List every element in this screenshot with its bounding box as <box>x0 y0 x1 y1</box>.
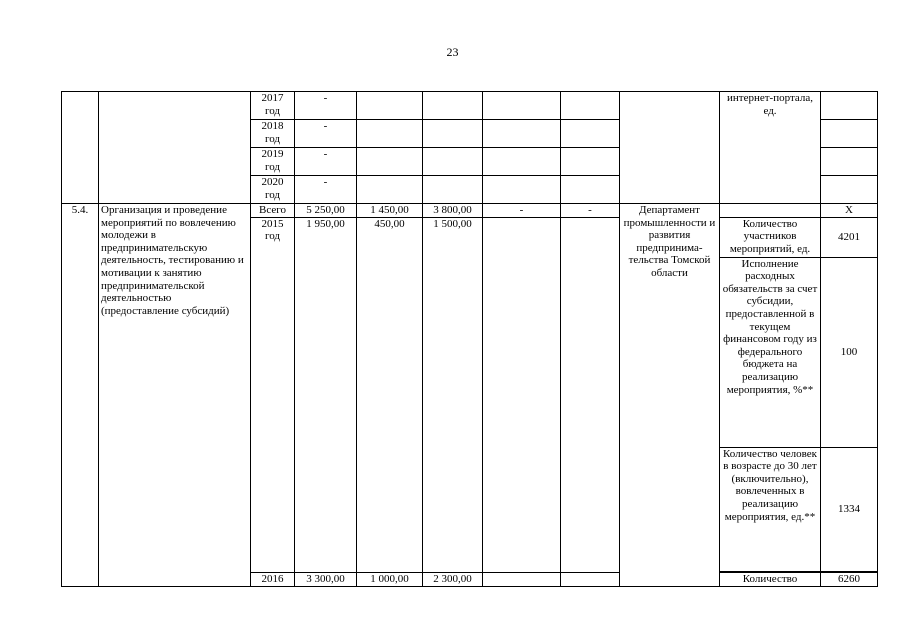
other-cell <box>561 92 620 120</box>
page-number: 23 <box>446 45 459 59</box>
federal-cell <box>357 176 423 204</box>
sum-cell: 3 300,00 <box>295 572 357 586</box>
sum-cell: - <box>295 120 357 148</box>
regional-cell: 3 800,00 <box>423 204 483 218</box>
indicator-cell <box>720 204 821 218</box>
other-cell: - <box>561 204 620 218</box>
other-cell <box>561 120 620 148</box>
department-cell-empty <box>620 92 720 204</box>
year-cell: Всего <box>251 204 295 218</box>
year-cell: 2017 год <box>251 92 295 120</box>
indicator-cell: интернет-портала, ед. <box>720 92 821 204</box>
year-cell: 2018 год <box>251 120 295 148</box>
regional-cell <box>423 120 483 148</box>
regional-cell: 1 500,00 <box>423 217 483 572</box>
local-cell <box>483 120 561 148</box>
value-cell: 4201 <box>821 217 878 257</box>
federal-cell <box>357 92 423 120</box>
value-cell: 6260 <box>821 572 878 586</box>
indicator-cell: Количество участников мероприятий, ед. <box>720 217 821 257</box>
indicator-cell: Количество человек в возрасте до 30 лет (включительно), вовлеченных в реализацию мероприятия, ед.** <box>720 447 821 572</box>
federal-cell: 450,00 <box>357 217 423 572</box>
regional-cell: 2 300,00 <box>423 572 483 586</box>
value-cell: 1334 <box>821 447 878 572</box>
other-cell <box>561 148 620 176</box>
federal-cell: 1 000,00 <box>357 572 423 586</box>
value-cell <box>821 176 878 204</box>
regional-cell <box>423 148 483 176</box>
federal-cell: 1 450,00 <box>357 204 423 218</box>
program-table <box>61 91 878 587</box>
local-cell <box>483 572 561 586</box>
sum-cell: - <box>295 92 357 120</box>
sum-cell: 1 950,00 <box>295 217 357 572</box>
other-cell <box>561 217 620 572</box>
local-cell <box>483 217 561 572</box>
table-row <box>62 204 878 218</box>
value-cell <box>821 148 878 176</box>
federal-cell <box>357 148 423 176</box>
value-cell: Х <box>821 204 878 218</box>
value-cell: 100 <box>821 257 878 447</box>
number-cell-empty <box>62 92 99 204</box>
year-cell: 2015 год <box>251 217 295 572</box>
local-cell <box>483 148 561 176</box>
name-cell-empty <box>99 92 251 204</box>
value-cell <box>821 92 878 120</box>
year-cell: 2019 год <box>251 148 295 176</box>
year-cell: 2020 год <box>251 176 295 204</box>
department-cell: Департамент промышленности и развития предпринима-тельства Томской области <box>620 204 720 587</box>
indicator-cell: Исполнение расходных обязательств за счет субсидии, предоставленной в текущем финансовом году из федерального бюджета на реализацию мероприятия, %** <box>720 257 821 447</box>
sum-cell: - <box>295 176 357 204</box>
indicator-cell: Количество <box>720 572 821 586</box>
sum-cell: - <box>295 148 357 176</box>
other-cell <box>561 176 620 204</box>
regional-cell <box>423 176 483 204</box>
sum-cell: 5 250,00 <box>295 204 357 218</box>
federal-cell <box>357 120 423 148</box>
local-cell <box>483 92 561 120</box>
year-cell: 2016 <box>251 572 295 586</box>
table-row <box>62 92 878 120</box>
regional-cell <box>423 92 483 120</box>
local-cell <box>483 176 561 204</box>
item-number: 5.4. <box>62 204 99 587</box>
local-cell: - <box>483 204 561 218</box>
value-cell <box>821 120 878 148</box>
other-cell <box>561 572 620 586</box>
item-name: Организация и проведение мероприятий по вовлечению молодежи в предпринимательскую деятельность, тестированию и мотивации к занятию предпринимательской деятельностью (предоставление субсидий) <box>99 204 251 587</box>
